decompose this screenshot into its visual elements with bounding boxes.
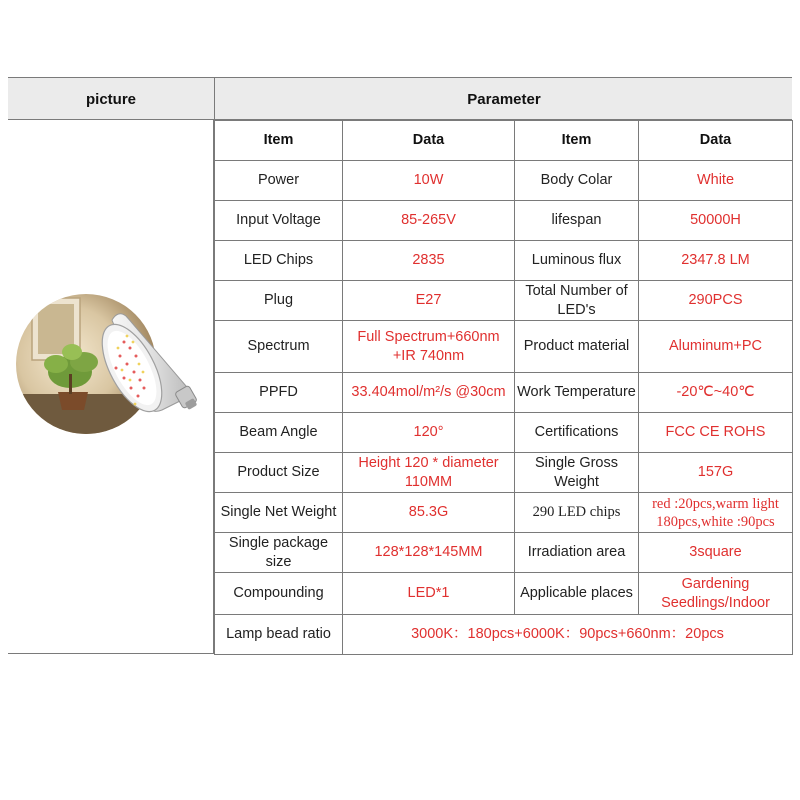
table-row [215,413,793,453]
item-value: 157G [639,453,793,493]
item-value: 290PCS [639,281,793,321]
item-label: Applicable places [515,573,639,615]
item-value: 128*128*145MM [343,533,515,573]
item-value: 85.3G [343,493,515,533]
item-value: E27 [343,281,515,321]
item-value: 3square [639,533,793,573]
item-value: 50000H [639,201,793,241]
item-label: Compounding [215,573,343,615]
item-label: Lamp bead ratio [215,615,343,655]
item-value: Full Spectrum+660nm +IR 740nm [343,321,515,373]
item-label: 290 LED chips [515,493,639,533]
item-value: red :20pcs,warm light 180pcs,white :90pcs [639,493,793,533]
item-label: Work Temperature [515,373,639,413]
item-label: LED Chips [215,241,343,281]
item-value: 85-265V [343,201,515,241]
column-header-row [215,121,793,161]
data-column-header: Data [639,121,793,161]
parameter-table [214,120,793,655]
item-value: White [639,161,793,201]
item-label: Input Voltage [215,201,343,241]
product-photo [14,276,204,456]
item-label: Plug [215,281,343,321]
item-value: 2347.8 LM [639,241,793,281]
table-row [215,161,793,201]
parameter-header: Parameter [214,78,793,120]
item-column-header: Item [215,121,343,161]
item-label: Certifications [515,413,639,453]
data-column-header: Data [343,121,515,161]
spec-sheet [8,77,792,654]
item-label: Single package size [215,533,343,573]
item-value: LED*1 [343,573,515,615]
table-row [215,201,793,241]
item-value: 2835 [343,241,515,281]
item-value: 10W [343,161,515,201]
item-label: Single Gross Weight [515,453,639,493]
table-row [215,373,793,413]
item-label: Power [215,161,343,201]
item-label: Luminous flux [515,241,639,281]
item-label: Product Size [215,453,343,493]
item-label: Body Colar [515,161,639,201]
item-value: -20℃~40℃ [639,373,793,413]
item-column-header: Item [515,121,639,161]
item-value: Height 120 * diameter 110MM [343,453,515,493]
item-value: Gardening Seedlings/Indoor [639,573,793,615]
item-label: Total Number of LED's [515,281,639,321]
item-label: Irradiation area [515,533,639,573]
table-row [215,573,793,615]
table-row [215,281,793,321]
item-value: Aluminum+PC [639,321,793,373]
item-value: FCC CE ROHS [639,413,793,453]
picture-header: picture [85,90,136,108]
table-row [215,493,793,533]
item-label: Product material [515,321,639,373]
item-label: Beam Angle [215,413,343,453]
picture-cell [8,120,214,654]
table-row [215,241,793,281]
item-value: 3000K：180pcs+6000K：90pcs+660nm：20pcs [343,615,793,655]
item-label: Spectrum [215,321,343,373]
table-row [215,533,793,573]
table-row [215,321,793,373]
item-value: 33.404mol/m²/s @30cm [343,373,515,413]
header-row [8,77,792,120]
item-label: Single Net Weight [215,493,343,533]
item-value: 120° [343,413,515,453]
table-row [215,453,793,493]
item-label: PPFD [215,373,343,413]
item-label: lifespan [515,201,639,241]
table-row [215,615,793,655]
